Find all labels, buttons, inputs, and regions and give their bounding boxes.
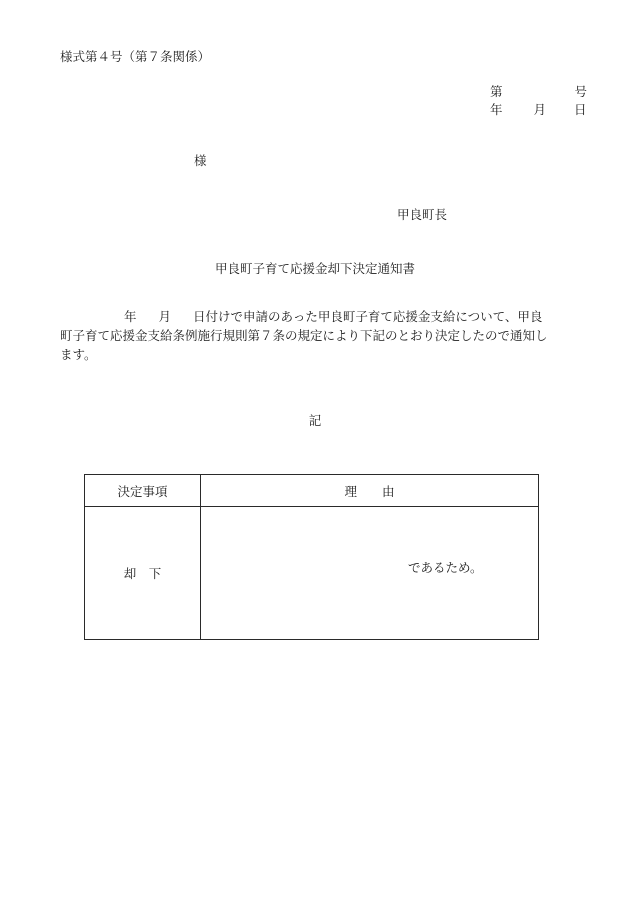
notice-body (60, 307, 582, 364)
decision-table (84, 474, 539, 640)
recipient-honorific: 様 (194, 153, 207, 168)
form-number: 様式第４号（第７条関係） (60, 49, 211, 64)
date-year-label: 年 (490, 102, 503, 117)
date-month-label: 月 (533, 102, 547, 117)
document-number-line (490, 82, 587, 100)
body-line-2: 町子育て応援金支給条例施行規則第７条の規定により下記のとおり決定したので通知し (60, 328, 548, 343)
document-date-line (490, 100, 587, 118)
header-reason: 理 由 (201, 475, 539, 507)
decision-value: 却 下 (85, 507, 201, 640)
body-line-1-text: 日付けで申請のあった甲良町子育て応援金支給について、甲良 (193, 309, 543, 324)
table-header-row (85, 475, 539, 507)
document-title: 甲良町子育て応援金却下決定通知書 (214, 261, 415, 276)
ki-marker: 記 (308, 413, 322, 428)
date-day-label: 日 (574, 102, 587, 117)
issuer-name: 甲良町長 (397, 207, 448, 222)
document-number-suffix: 号 (574, 84, 588, 99)
body-line-3: ます。 (60, 347, 97, 362)
header-decision: 決定事項 (85, 475, 201, 507)
body-year: 年 (124, 309, 137, 324)
body-month: 月 (158, 309, 172, 324)
document-number-prefix: 第 (490, 84, 503, 99)
reason-value: であるため。 (201, 507, 539, 640)
body-line-1 (60, 307, 582, 326)
table-row (85, 507, 539, 640)
